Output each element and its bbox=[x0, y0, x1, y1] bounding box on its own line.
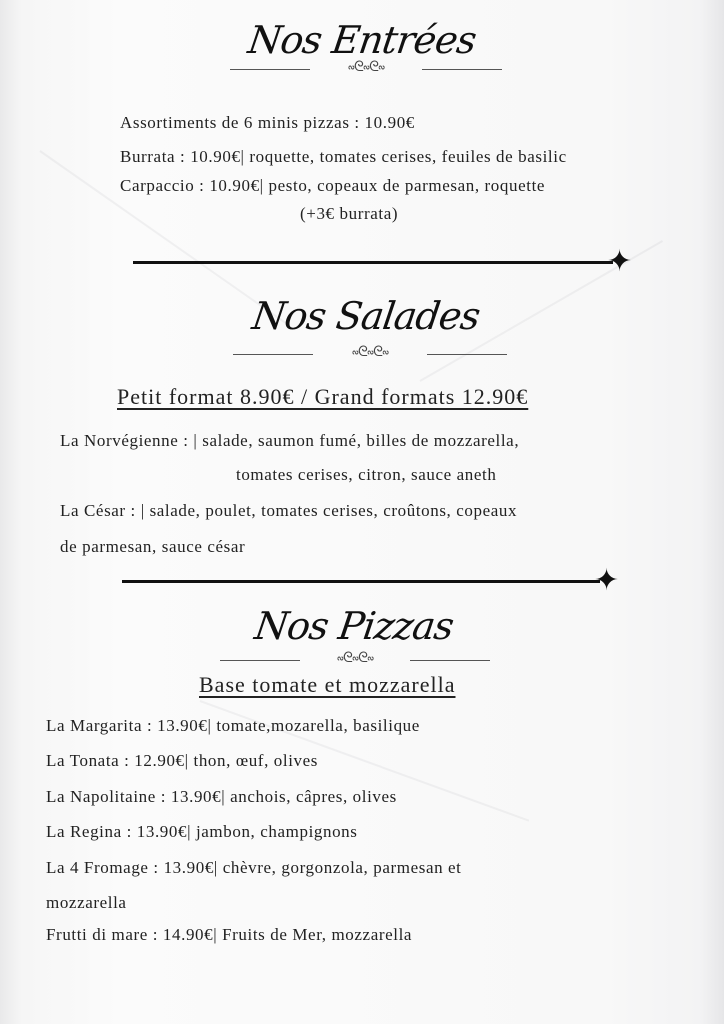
ornament-icon: ∾ᘓ∾ᘓ∾ bbox=[336, 651, 374, 666]
section-divider bbox=[133, 261, 613, 264]
menu-item-continued: tomates cerises, citron, sauce aneth bbox=[236, 465, 497, 484]
menu-item: La 4 Fromage : 13.90€| chèvre, gorgonzola, parmesan et bbox=[46, 858, 462, 877]
menu-item: La Margarita : 13.90€| tomate,mozarella, basilique bbox=[46, 716, 420, 735]
ornament-divider bbox=[220, 651, 490, 667]
menu-item-continued: mozzarella bbox=[46, 893, 127, 912]
menu-item: La Regina : 13.90€| jambon, champignons bbox=[46, 822, 358, 841]
star-icon: ✦ bbox=[594, 564, 620, 597]
star-icon: ✦ bbox=[607, 245, 633, 278]
section-title-salades: Nos Salades bbox=[249, 294, 483, 338]
menu-item: Burrata : 10.90€| roquette, tomates cerises, feuiles de basilic bbox=[120, 147, 567, 166]
menu-item: La César : | salade, poulet, tomates cerises, croûtons, copeaux bbox=[60, 501, 518, 520]
section-divider bbox=[122, 580, 600, 583]
menu-item: La Norvégienne : | salade, saumon fumé, billes de mozzarella, bbox=[60, 431, 520, 450]
ornament-icon: ∾ᘓ∾ᘓ∾ bbox=[347, 60, 385, 75]
menu-item: La Tonata : 12.90€| thon, œuf, olives bbox=[46, 751, 318, 770]
section-title-pizzas: Nos Pizzas bbox=[252, 604, 456, 648]
menu-item-continued: de parmesan, sauce césar bbox=[60, 537, 246, 556]
ornament-icon: ∾ᘓ∾ᘓ∾ bbox=[351, 345, 389, 360]
pizza-base-subtitle: Base tomate et mozzarella bbox=[199, 672, 456, 697]
menu-item: Assortiments de 6 minis pizzas : 10.90€ bbox=[120, 113, 415, 132]
ornament-divider bbox=[230, 60, 502, 76]
menu-item: Frutti di mare : 14.90€| Fruits de Mer, mozzarella bbox=[46, 925, 413, 944]
price-format-subtitle: Petit format 8.90€ / Grand formats 12.90€ bbox=[117, 384, 529, 409]
menu-item: Carpaccio : 10.90€| pesto, copeaux de parmesan, roquette bbox=[120, 176, 546, 195]
section-title-entrees: Nos Entrées bbox=[245, 18, 479, 62]
ornament-divider bbox=[233, 345, 507, 361]
menu-item-note: (+3€ burrata) bbox=[300, 204, 399, 223]
menu-item: La Napolitaine : 13.90€| anchois, câpres, olives bbox=[46, 787, 397, 806]
